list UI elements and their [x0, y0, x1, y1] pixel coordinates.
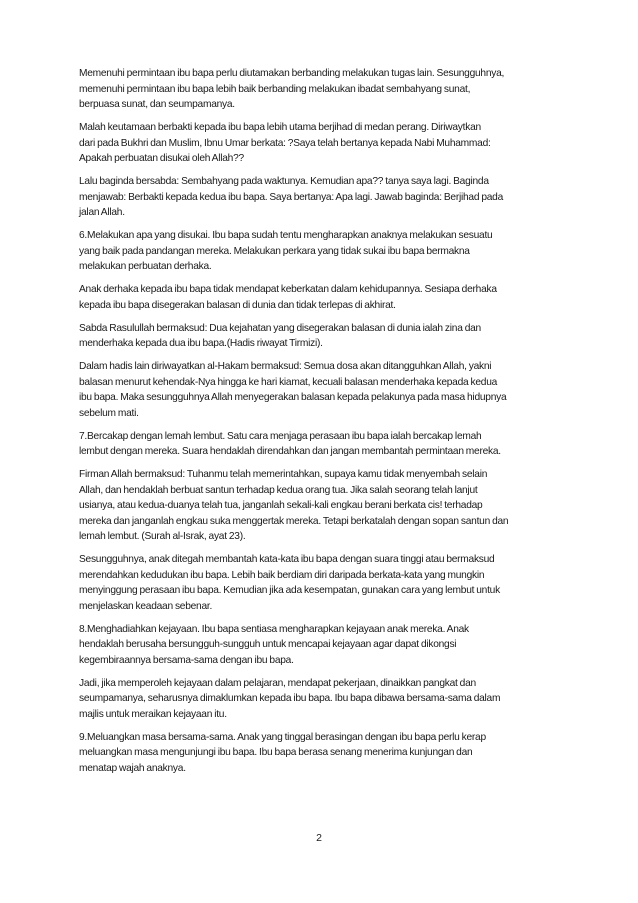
paragraph: Jadi, jika memperoleh kejayaan dalam pelajaran, mendapat pekerjaan, dinaikkan pangkat dan seumpamanya, seharusnya dimaklumkan kepada ibu bapa. Ibu bapa dibawa bersama-sama dalam majlis untuk meraikan kejayaan itu. [79, 677, 501, 720]
paragraph: Malah keutamaan berbakti kepada ibu bapa lebih utama berjihad di medan perang. Diriwaytkan dari pada Bukhri dan Muslim, Ibnu Umar berkata: ?Saya telah bertanya kepada Nabi Muhammad: Apakah perbuatan disukai oleh Allah?? [79, 122, 491, 164]
paragraph: Sesungguhnya, anak ditegah membantah kata-kata ibu bapa dengan suara tinggi atau bermaksud merendahkan kedudukan ibu bapa. Lebih baik berdiam diri daripada berkata-kata yang mungkin menyinggung perasaan ibu bapa. Kemudian jika ada kesempatan, gunakan cara yang lembut untuk menjelaskan keadaan sebenar. [79, 554, 500, 612]
document-body [79, 66, 564, 784]
paragraph: Sabda Rasulullah bermaksud: Dua kejahatan yang disegerakan balasan di dunia ialah zina dan menderhaka kepada dua ibu bapa.(Hadis riwayat Tirmizi). [79, 322, 481, 349]
paragraph: 9.Meluangkan masa bersama-sama. Anak yang tinggal berasingan dengan ibu bapa perlu kerap meluangkan masa mengunjungi ibu bapa. Ibu bapa berasa senang menerima kunjungan dan menatap wajah anaknya. [79, 731, 486, 774]
paragraph: Firman Allah bermaksud: Tuhanmu telah memerintahkan, supaya kamu tidak menyembah selain Allah, dan hendaklah berbuat santun terhadap kedua orang tua. Jika salah seorang telah lanjut usianya, atau kedua-duanya telah tua, janganlah sekali-kali engkau berani berkata cis! terhadap mereka dan janganlah engkau suka menggertak mereka. Tetapi berkatalah dengan sopan santun dan lemah lembut. (Surah al-Israk, ayat 23). [79, 469, 509, 542]
paragraph: 8.Menghadiahkan kejayaan. Ibu bapa sentiasa mengharapkan kejayaan anak mereka. Anak hendaklah berusaha bersungguh-sungguh untuk mencapai kejayaan agar dapat dikongsi kegembiraannya bersama-sama dengan ibu bapa. [79, 623, 469, 666]
paragraph: Lalu baginda bersabda: Sembahyang pada waktunya. Kemudian apa?? tanya saya lagi. Baginda menjawab: Berbakti kepada kedua ibu bapa. Saya bertanya: Apa lagi. Jawab baginda: Berjihad pada jalan Allah. [79, 176, 503, 218]
paragraph: Anak derhaka kepada ibu bapa tidak mendapat keberkatan dalam kehidupannya. Sesiapa derhaka kepada ibu bapa disegerakan balasan di dunia dan tidak terlepas di akhirat. [79, 284, 497, 311]
paragraph: Memenuhi permintaan ibu bapa perlu diutamakan berbanding melakukan tugas lain. Sesungguhnya, memenuhi permintaan ibu bapa lebih baik berbanding melakukan ibadat sembahyang sunat, berpuasa sunat, dan seumpamanya. [79, 68, 505, 110]
page-number: 2 [316, 832, 322, 844]
paragraph: Dalam hadis lain diriwayatkan al-Hakam bermaksud: Semua dosa akan ditangguhkan Allah, yakni balasan menurut kehendak-Nya hingga ke hari kiamat, kecuali balasan menderhaka kepada kedua ibu bapa. Maka sesungguhnya Allah menyegerakan balasan kepada pelakunya pada masa hidupnya sebelum mati. [79, 361, 507, 419]
paragraph: 6.Melakukan apa yang disukai. Ibu bapa sudah tentu mengharapkan anaknya melakukan sesuatu yang baik pada pandangan mereka. Melakukan perkara yang tidak sukai ibu bapa bermakna melakukan perbuatan derhaka. [79, 230, 493, 272]
paragraph: 7.Bercakap dengan lemah lembut. Satu cara menjaga perasaan ibu bapa ialah bercakap lemah lembut dengan mereka. Suara hendaklah direndahkan dan jangan membantah permintaan mereka. [79, 430, 501, 457]
